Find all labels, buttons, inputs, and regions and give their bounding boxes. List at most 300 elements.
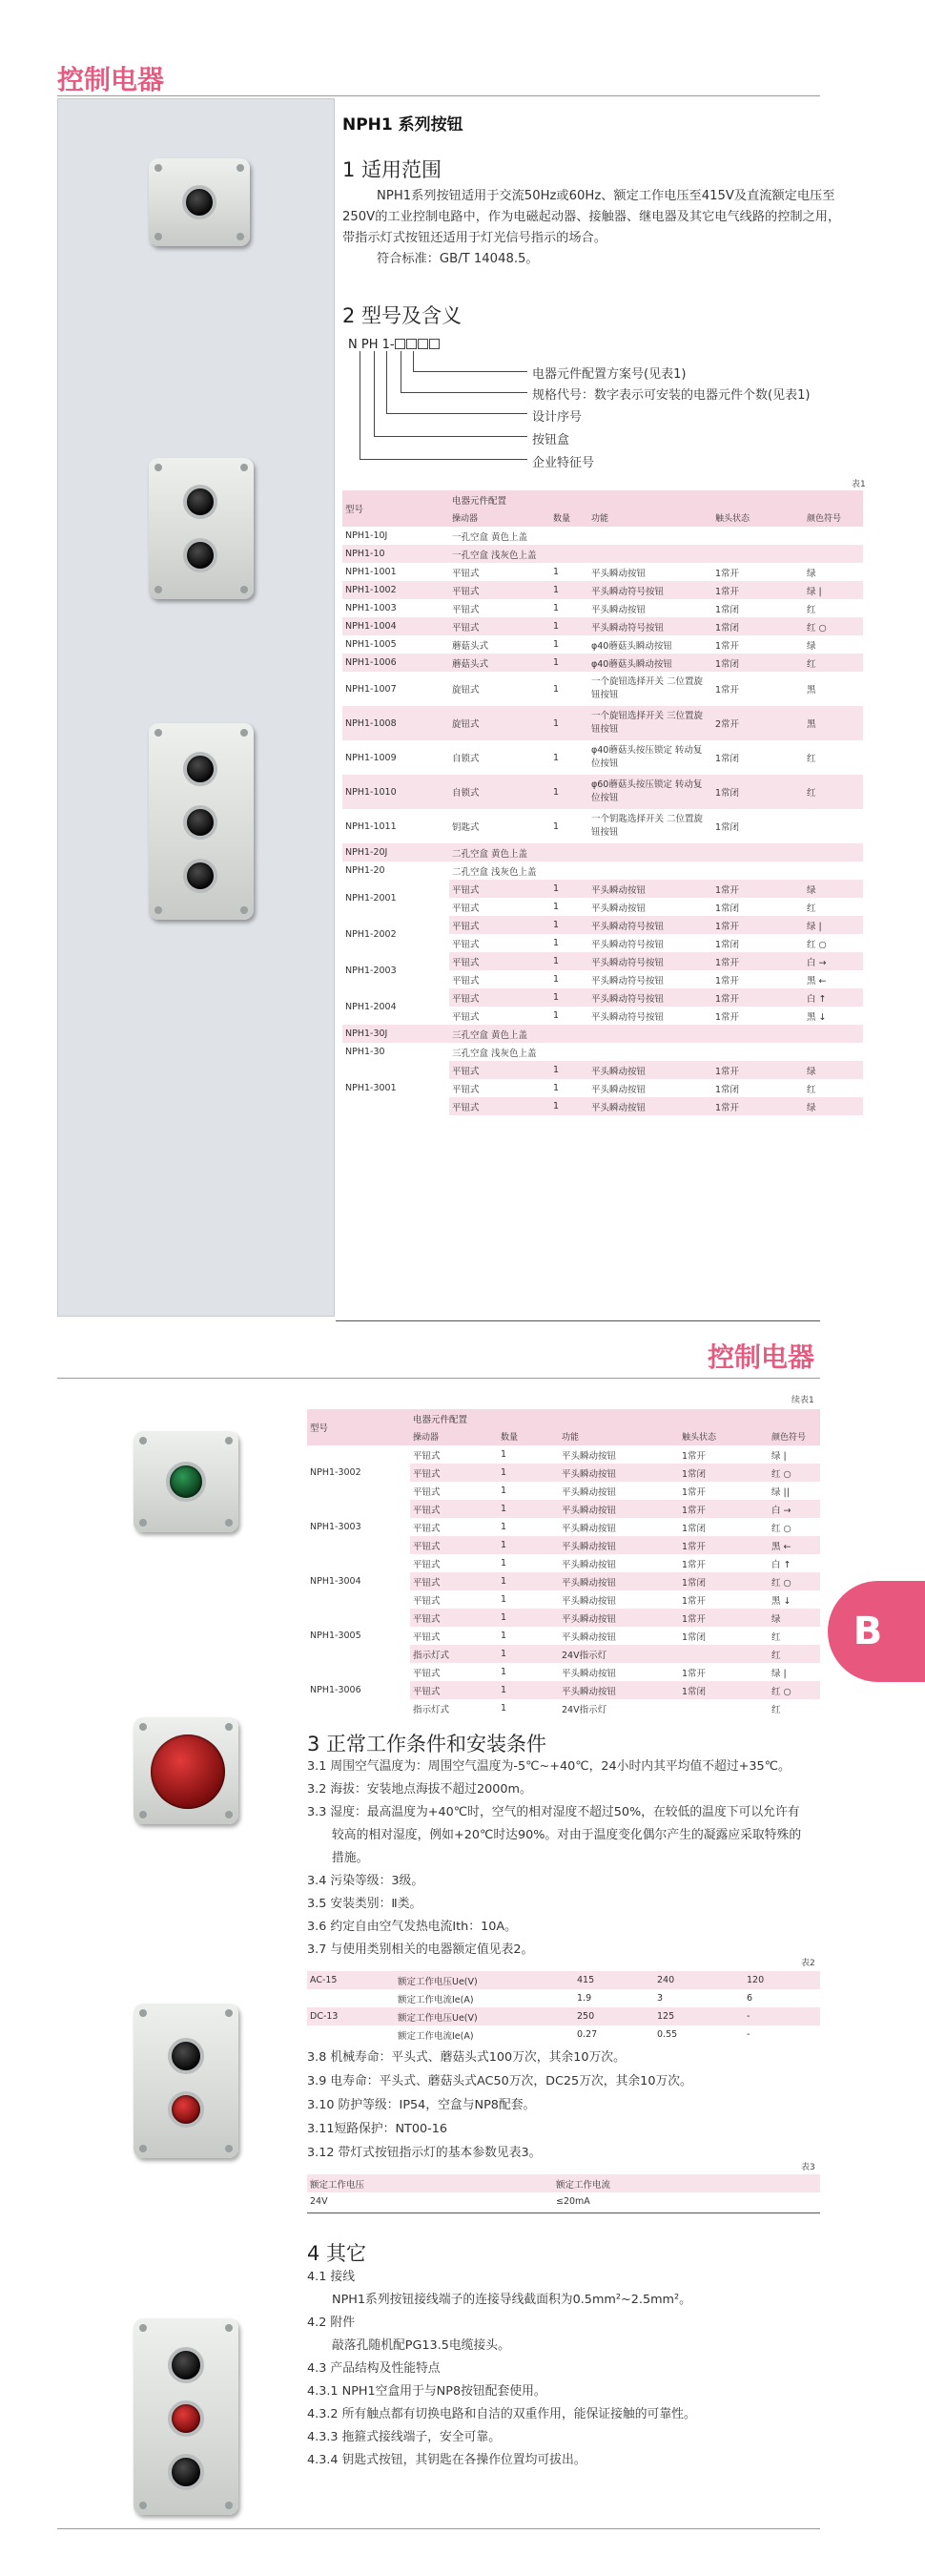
table-row xyxy=(342,775,863,809)
annotation-spec-code: 规格代号：数字表示可安装的电器元件个数(见表1) xyxy=(532,388,811,403)
table-1-model: NPH1-20J xyxy=(342,843,449,862)
table-1c-cell: 平头瞬动按钮 xyxy=(559,1445,679,1464)
section-tab-b: B xyxy=(828,1581,925,1682)
table-2-cell: 125 xyxy=(654,2007,744,2025)
annotation-box: 按钮盒 xyxy=(532,433,570,447)
table-1-header-model: 型号 xyxy=(342,490,449,527)
table-row xyxy=(342,581,863,599)
table-1c-cell: 1 xyxy=(498,1627,559,1645)
table-1-func: φ40蘑菇头瞬动按钮 xyxy=(588,635,712,654)
table-1-header-2: 数量 xyxy=(550,509,588,527)
table-1-state: 2常开 xyxy=(712,706,804,740)
table-row xyxy=(342,527,863,545)
table-1c-cell: 红 ○ xyxy=(769,1518,820,1536)
table-row xyxy=(307,1500,820,1518)
section-3-heading: 3 正常工作条件和安装条件 xyxy=(307,1733,547,1755)
table-row xyxy=(342,635,863,654)
table-2-cell: - xyxy=(744,2007,820,2025)
table-1c-cell: 白 → xyxy=(769,1500,820,1518)
table-1-model: NPH1-2003 xyxy=(342,952,449,988)
table-1-model: NPH1-1003 xyxy=(342,599,449,617)
table-1-cell: 1常开 xyxy=(712,970,804,988)
leader-line-5 xyxy=(360,351,527,460)
table-1c-cell: 1 xyxy=(498,1500,559,1518)
s3blist-item: 3.8 机械寿命：平头式、蘑菇头式100万次，其余10万次。 xyxy=(307,2050,626,2065)
table-1-cell: 平钮式 xyxy=(449,970,550,988)
table-1-model: NPH1-1005 xyxy=(342,635,449,654)
table-1-cell: 黑 ↓ xyxy=(804,1007,863,1025)
table-row xyxy=(342,988,863,1007)
table-1-model: NPH1-1008 xyxy=(342,706,449,740)
section-1-line-4: 符合标准：GB/T 14048.5。 xyxy=(377,252,539,266)
product-image-panel xyxy=(57,98,335,1317)
s3list-item: 3.3 湿度：最高温度为+40℃时，空气的相对湿度不超过50%，在较低的温度下可以允许有 xyxy=(307,1805,800,1819)
table-1c-cell: 黑 ← xyxy=(769,1536,820,1554)
table-1c-cell: 1 xyxy=(498,1445,559,1464)
table-1c-cell: 红 xyxy=(769,1699,820,1717)
table-1-state: 1常闭 xyxy=(712,809,804,843)
table-1-cell: 平头瞬动按钮 xyxy=(588,880,712,898)
table-1-func: 平头瞬动符号按钮 xyxy=(588,617,712,635)
table-1c-cell: 平头瞬动按钮 xyxy=(559,1464,679,1482)
table-1-cell: 平钮式 xyxy=(449,1061,550,1079)
annotation-design-no: 设计序号 xyxy=(532,410,583,425)
table-1-color: 红 ○ xyxy=(804,617,863,635)
table-1-cell: 1常闭 xyxy=(712,934,804,952)
table-1c-cell: 绿 | xyxy=(769,1445,820,1464)
table-3-current: ≤20mA xyxy=(553,2192,820,2211)
table-1c-cell: 平钮式 xyxy=(410,1445,498,1464)
table-1c-cell: 1常开 xyxy=(679,1663,769,1681)
section-1-heading: 1 适用范围 xyxy=(342,158,442,181)
table-1-cell: 1 xyxy=(550,934,588,952)
section-1-line-3: 带指示灯式按钮还适用于灯光信号指示的场合。 xyxy=(342,231,606,245)
table-1-qty: 1 xyxy=(550,654,588,672)
table-1c-cell: 平头瞬动按钮 xyxy=(559,1554,679,1572)
table-1-model: NPH1-1009 xyxy=(342,740,449,775)
table-1-state: 1常开 xyxy=(712,581,804,599)
table-1c-cell: 绿 xyxy=(769,1609,820,1627)
table-1c-model: NPH1-3002 xyxy=(307,1445,410,1500)
table-1c-cell: 1 xyxy=(498,1590,559,1609)
table-1c-cell: 1 xyxy=(498,1536,559,1554)
table-1c-cell: 绿 | xyxy=(769,1663,820,1681)
s3list-item: 较高的相对湿度，例如+20℃时达90%。对由于温度变化偶尔产生的凝露应采取特殊的 xyxy=(332,1828,802,1842)
table-1-cell: 平钮式 xyxy=(449,916,550,934)
table-1-qty: 1 xyxy=(550,581,588,599)
table-1c-cell: 1 xyxy=(498,1464,559,1482)
table-1-color: 黑 xyxy=(804,672,863,706)
table-1-cell: 平头瞬动符号按钮 xyxy=(588,916,712,934)
table-1-func: φ40蘑菇头瞬动按钮 xyxy=(588,654,712,672)
table-1-cell: 平头瞬动按钮 xyxy=(588,1097,712,1115)
table-1-cell: 1常开 xyxy=(712,1007,804,1025)
table-1-model: NPH1-1010 xyxy=(342,775,449,809)
table-1-color xyxy=(804,809,863,843)
table-1c-cell: 平钮式 xyxy=(410,1627,498,1645)
table-1-model: NPH1-1002 xyxy=(342,581,449,599)
table-1c-cell: 红 ○ xyxy=(769,1464,820,1482)
table-1c-header-5: 颜色符号 xyxy=(769,1427,820,1445)
table-2-cell: DC-13 xyxy=(307,2007,395,2025)
table-1c-cell: 平钮式 xyxy=(410,1663,498,1681)
table-2-cell: 120 xyxy=(744,1971,820,1989)
s3list-item: 措施。 xyxy=(332,1851,369,1865)
table-1-cell: 平头瞬动按钮 xyxy=(588,898,712,916)
table-2-cell: 额定工作电流Ie(A) xyxy=(395,2025,574,2044)
table-row xyxy=(342,563,863,581)
table-1c-model: NPH1-3005 xyxy=(307,1609,410,1663)
table-1c-cell: 1 xyxy=(498,1518,559,1536)
brand-title-page-2: 控制电器 xyxy=(708,1341,815,1373)
table-2-cell: 1.9 xyxy=(574,1989,654,2007)
table-1c-cell: 白 ↑ xyxy=(769,1554,820,1572)
table-1c-cell: 1常开 xyxy=(679,1554,769,1572)
table-2-cell: AC-15 xyxy=(307,1971,395,1989)
table-1-func: 一个钥匙选择开关 二位置旋钮按钮 xyxy=(588,809,712,843)
table-1-cell: 平头瞬动符号按钮 xyxy=(588,952,712,970)
table-1c-cell: 平钮式 xyxy=(410,1482,498,1500)
product-image-three-buttons xyxy=(134,2318,238,2515)
table-1-cell: 绿 | xyxy=(804,916,863,934)
product-image-green-button xyxy=(134,1431,238,1532)
table-1c-cell: 1 xyxy=(498,1609,559,1627)
table-row xyxy=(307,1989,820,2007)
table-2-cell xyxy=(307,1989,395,2007)
product-title: NPH1 系列按钮 xyxy=(342,115,463,135)
header-rule xyxy=(57,95,820,96)
table-1-description: 三孔空盒 浅灰色上盖 xyxy=(449,1043,863,1061)
table-1-state: 1常闭 xyxy=(712,617,804,635)
product-image-black-red-buttons xyxy=(134,2004,238,2158)
table-1c-header-model: 型号 xyxy=(307,1409,410,1445)
s3list-item: 3.2 海拔：安装地点海拔不超过2000m。 xyxy=(307,1782,532,1797)
table-1-state: 1常闭 xyxy=(712,775,804,809)
table-3-header-current: 额定工作电流 xyxy=(553,2174,820,2192)
table-row xyxy=(342,1043,863,1061)
table-1-act: 钥匙式 xyxy=(449,809,550,843)
table-1c-cell: 红 xyxy=(769,1627,820,1645)
table-2-cell: 额定工作电流Ie(A) xyxy=(395,1989,574,2007)
table-1-model: NPH1-1011 xyxy=(342,809,449,843)
table-3-header-voltage: 额定工作电压 xyxy=(307,2174,553,2192)
table-1-model: NPH1-3001 xyxy=(342,1061,449,1115)
section-2-heading: 2 型号及含义 xyxy=(342,304,462,327)
table-1c-cell: 1常闭 xyxy=(679,1681,769,1699)
table-1c-cell: 平钮式 xyxy=(410,1590,498,1609)
table-1-act: 旋钮式 xyxy=(449,706,550,740)
table-1c-cell: 1常开 xyxy=(679,1445,769,1464)
product-image-mushroom-button xyxy=(134,1717,238,1824)
table-1-cell: 平钮式 xyxy=(449,988,550,1007)
model-code-prefix: N PH 1- xyxy=(348,338,395,352)
table-2-cell: - xyxy=(744,2025,820,2044)
table-1-act: 平钮式 xyxy=(449,581,550,599)
table-1-qty: 1 xyxy=(550,672,588,706)
table-1-cell: 1常开 xyxy=(712,952,804,970)
table-1-continued xyxy=(307,1409,820,1717)
s4list-item: NPH1系列按钮接线端子的连接导线截面积为0.5mm²~2.5mm²。 xyxy=(332,2293,691,2307)
table-2-cell: 3 xyxy=(654,1989,744,2007)
table-1c-cell: 指示灯式 xyxy=(410,1645,498,1663)
table-1-cell: 绿 xyxy=(804,1097,863,1115)
table-1c-cell: 黑 ↓ xyxy=(769,1590,820,1609)
table-1-model: NPH1-10J xyxy=(342,527,449,545)
table-1-color: 红 xyxy=(804,654,863,672)
table-1-act: 自锁式 xyxy=(449,740,550,775)
table-1-state: 1常闭 xyxy=(712,654,804,672)
table-1c-cell: 平头瞬动按钮 xyxy=(559,1590,679,1609)
table-1-cell: 1 xyxy=(550,1061,588,1079)
table-1c-cell: 平头瞬动按钮 xyxy=(559,1482,679,1500)
table-1-cell: 1常开 xyxy=(712,988,804,1007)
table-1-qty: 1 xyxy=(550,775,588,809)
table-row xyxy=(342,706,863,740)
table-1-model: NPH1-1001 xyxy=(342,563,449,581)
table-2-cell xyxy=(307,2025,395,2044)
table-1-cell: 平头瞬动符号按钮 xyxy=(588,934,712,952)
table-1-color: 黑 xyxy=(804,706,863,740)
table-1c-cell: 1 xyxy=(498,1681,559,1699)
table-1-cell: 平钮式 xyxy=(449,934,550,952)
table-1-model: NPH1-20 xyxy=(342,862,449,880)
table-1-header-4: 触头状态 xyxy=(712,509,804,527)
table-2-cell: 6 xyxy=(744,1989,820,2007)
table-3 xyxy=(307,2174,820,2211)
table-2-cell: 0.55 xyxy=(654,2025,744,2044)
table-row xyxy=(342,1061,863,1079)
s3list-item: 3.5 安装类别：Ⅱ类。 xyxy=(307,1897,422,1911)
table-1c-cell: 平头瞬动按钮 xyxy=(559,1663,679,1681)
table-1-color: 绿 xyxy=(804,563,863,581)
table-1-cont-tag: 续表1 xyxy=(791,1396,814,1405)
table-1c-cell: 平头瞬动按钮 xyxy=(559,1609,679,1627)
s3blist-item: 3.11短路保护：NT00-16 xyxy=(307,2122,448,2136)
table-1c-cell: 24V指示灯 xyxy=(559,1645,679,1663)
table-1-func: 平头瞬动符号按钮 xyxy=(588,581,712,599)
table-1-header-3: 功能 xyxy=(588,509,712,527)
table-1-model: NPH1-2001 xyxy=(342,880,449,916)
table-2-cell: 额定工作电压Ue(V) xyxy=(395,2007,574,2025)
model-code xyxy=(348,338,441,352)
table-1-act: 蘑菇头式 xyxy=(449,635,550,654)
table-1-state: 1常开 xyxy=(712,672,804,706)
table-1-model: NPH1-1006 xyxy=(342,654,449,672)
table-1c-cell: 1常开 xyxy=(679,1609,769,1627)
table-1-func: 一个旋钮选择开关 二位置旋钮按钮 xyxy=(588,672,712,706)
table-1c-cell: 平头瞬动按钮 xyxy=(559,1536,679,1554)
table-1c-cell: 1 xyxy=(498,1663,559,1681)
table-1-cell: 1 xyxy=(550,1097,588,1115)
table-1c-model: NPH1-3004 xyxy=(307,1554,410,1609)
table-1-cell: 1常开 xyxy=(712,1061,804,1079)
annotation-config-no: 电器元件配置方案号(见表1) xyxy=(532,367,687,382)
table-1c-cell: 1 xyxy=(498,1482,559,1500)
page-2-bottom-rule xyxy=(57,2528,820,2529)
table-1-cell: 平钮式 xyxy=(449,880,550,898)
table-1-qty: 1 xyxy=(550,635,588,654)
table-1-cell: 平钮式 xyxy=(449,1097,550,1115)
s3blist-item: 3.12 带灯式按钮指示灯的基本参数见表3。 xyxy=(307,2146,542,2160)
table-1-cell: 平头瞬动符号按钮 xyxy=(588,1007,712,1025)
table-3-tag: 表3 xyxy=(801,2163,815,2172)
table-1-cell: 1 xyxy=(550,1007,588,1025)
table-row xyxy=(342,952,863,970)
table-1-color: 绿 | xyxy=(804,581,863,599)
brand-title-top: 控制电器 xyxy=(57,64,165,95)
table-1-header-5: 颜色符号 xyxy=(804,509,863,527)
s4list-item: 4.3.1 NPH1空盒用于与NP8按钮配套使用。 xyxy=(307,2384,546,2399)
section-1-line-2: 250V的工业控制电路中，作为电磁起动器、接触器、继电器及其它电气线路的控制之用， xyxy=(342,210,841,224)
table-1-cell: 平头瞬动符号按钮 xyxy=(588,988,712,1007)
table-1c-cell: 红 ○ xyxy=(769,1681,820,1699)
table-1c-cell: 红 ○ xyxy=(769,1572,820,1590)
table-1c-cell: 平钮式 xyxy=(410,1500,498,1518)
table-1-header-1: 操动器 xyxy=(449,509,550,527)
table-row xyxy=(342,599,863,617)
table-1-cell: 1常闭 xyxy=(712,898,804,916)
table-1c-cell: 指示灯式 xyxy=(410,1699,498,1717)
section-4-heading: 4 其它 xyxy=(307,2242,367,2265)
s3list-item: 3.6 约定自由空气发热电流Ith：10A。 xyxy=(307,1920,517,1934)
table-1-cell: 1 xyxy=(550,952,588,970)
table-1-act: 自锁式 xyxy=(449,775,550,809)
table-1c-cell: 平钮式 xyxy=(410,1554,498,1572)
table-1c-model: NPH1-3003 xyxy=(307,1500,410,1554)
table-2-cell: 415 xyxy=(574,1971,654,1989)
table-1-cell: 绿 xyxy=(804,1061,863,1079)
table-1-cell: 1常开 xyxy=(712,880,804,898)
table-1c-header-1: 操动器 xyxy=(410,1427,498,1445)
s4list-item: 敲落孔随机配PG13.5电缆接头。 xyxy=(332,2338,510,2353)
s3list-item: 3.1 周围空气温度为：周围空气温度为-5℃~+40℃，24小时内其平均值不超过+35℃。 xyxy=(307,1759,791,1774)
table-1-state: 1常闭 xyxy=(712,599,804,617)
table-1c-header-4: 触头状态 xyxy=(679,1427,769,1445)
section-1-line-1: NPH1系列按钮适用于交流50Hz或60Hz、额定工作电压至415V及直流额定电压至 xyxy=(377,189,835,203)
page-2-header-rule xyxy=(57,1378,820,1379)
table-row xyxy=(342,916,863,934)
table-1-cell: 1常开 xyxy=(712,1097,804,1115)
table-1c-cell: 1 xyxy=(498,1572,559,1590)
table-1-qty: 1 xyxy=(550,563,588,581)
table-1c-cell: 1 xyxy=(498,1699,559,1717)
table-row xyxy=(307,1609,820,1627)
table-1-state: 1常开 xyxy=(712,635,804,654)
table-row xyxy=(307,1554,820,1572)
table-1c-cell: 平钮式 xyxy=(410,1681,498,1699)
table-row xyxy=(342,672,863,706)
table-1-func: φ60蘑菇头按压锁定 转动复位按钮 xyxy=(588,775,712,809)
table-1-cell: 黑 ← xyxy=(804,970,863,988)
table-1c-cell: 平钮式 xyxy=(410,1572,498,1590)
table-1c-cell: 平头瞬动按钮 xyxy=(559,1500,679,1518)
table-1-act: 旋钮式 xyxy=(449,672,550,706)
table-2-cell: 240 xyxy=(654,1971,744,1989)
table-row xyxy=(342,1025,863,1043)
table-1c-cell: 平头瞬动按钮 xyxy=(559,1627,679,1645)
s4list-item: 4.3 产品结构及性能特点 xyxy=(307,2361,441,2376)
table-3-voltage: 24V xyxy=(307,2192,553,2211)
table-1c-cell: 1常开 xyxy=(679,1536,769,1554)
table-1c-model: NPH1-3006 xyxy=(307,1663,410,1717)
table-1c-cell: 1常闭 xyxy=(679,1627,769,1645)
table-1-color: 红 xyxy=(804,775,863,809)
table-1-cell: 白 → xyxy=(804,952,863,970)
table-1-qty: 1 xyxy=(550,740,588,775)
table-1-cell: 平钮式 xyxy=(449,1007,550,1025)
table-1c-cell: 平头瞬动按钮 xyxy=(559,1681,679,1699)
s3list-item: 3.4 污染等级：3级。 xyxy=(307,1874,424,1888)
table-1-cell: 红 xyxy=(804,1079,863,1097)
table-1-model: NPH1-10 xyxy=(342,545,449,563)
product-image-3-hole xyxy=(149,723,254,920)
table-1-color: 绿 xyxy=(804,635,863,654)
s4list-item: 4.2 附件 xyxy=(307,2316,356,2330)
table-1c-cell: 绿 || xyxy=(769,1482,820,1500)
table-1-func: 平头瞬动按钮 xyxy=(588,599,712,617)
table-1-qty: 1 xyxy=(550,809,588,843)
table-1-cell: 平钮式 xyxy=(449,898,550,916)
table-1-model: NPH1-30J xyxy=(342,1025,449,1043)
table-1-color: 红 xyxy=(804,599,863,617)
table-1c-cell: 1 xyxy=(498,1554,559,1572)
product-image-2-hole xyxy=(149,458,254,599)
table-1-model: NPH1-2002 xyxy=(342,916,449,952)
table-1 xyxy=(342,490,863,1115)
table-1-act: 蘑菇头式 xyxy=(449,654,550,672)
table-1-cell: 1常开 xyxy=(712,916,804,934)
table-1-cell: 1 xyxy=(550,988,588,1007)
table-1c-cell: 平头瞬动按钮 xyxy=(559,1572,679,1590)
table-row xyxy=(342,545,863,563)
table-1c-cell: 平钮式 xyxy=(410,1609,498,1627)
table-1-description: 二孔空盒 浅灰色上盖 xyxy=(449,862,863,880)
table-1-model: NPH1-2004 xyxy=(342,988,449,1025)
table-row xyxy=(307,2025,820,2044)
page-1-bottom-rule xyxy=(336,1320,820,1321)
table-1c-cell: 平钮式 xyxy=(410,1464,498,1482)
table-1c-cell: 1常闭 xyxy=(679,1572,769,1590)
table-row xyxy=(307,2007,820,2025)
table-2-cell: 250 xyxy=(574,2007,654,2025)
table-1c-cell: 红 xyxy=(769,1645,820,1663)
table-1-model: NPH1-30 xyxy=(342,1043,449,1061)
table-row xyxy=(307,1663,820,1681)
table-1-qty: 1 xyxy=(550,617,588,635)
s3blist-item: 3.9 电寿命：平头式、蘑菇头式AC50万次，DC25万次，其余10万次。 xyxy=(307,2074,692,2088)
table-1-cell: 平钮式 xyxy=(449,952,550,970)
table-1-qty: 1 xyxy=(550,706,588,740)
table-1-cell: 1 xyxy=(550,1079,588,1097)
table-1-act: 平钮式 xyxy=(449,563,550,581)
table-1-cell: 白 ↑ xyxy=(804,988,863,1007)
table-row xyxy=(342,880,863,898)
table-1c-cell: 1常开 xyxy=(679,1500,769,1518)
table-1-cell: 1 xyxy=(550,916,588,934)
table-1-act: 平钮式 xyxy=(449,617,550,635)
table-2 xyxy=(307,1971,820,2044)
table-row xyxy=(342,862,863,880)
table-1c-cell: 1常闭 xyxy=(679,1464,769,1482)
table-1-state: 1常闭 xyxy=(712,740,804,775)
table-1-state: 1常开 xyxy=(712,563,804,581)
table-1c-cell: 平钮式 xyxy=(410,1536,498,1554)
table-2-cell: 额定工作电压Ue(V) xyxy=(395,1971,574,1989)
table-1c-cell xyxy=(679,1645,769,1663)
table-1-color: 红 xyxy=(804,740,863,775)
table-1-cell: 1 xyxy=(550,880,588,898)
table-1-description: 一孔空盒 黄色上盖 xyxy=(449,527,863,545)
